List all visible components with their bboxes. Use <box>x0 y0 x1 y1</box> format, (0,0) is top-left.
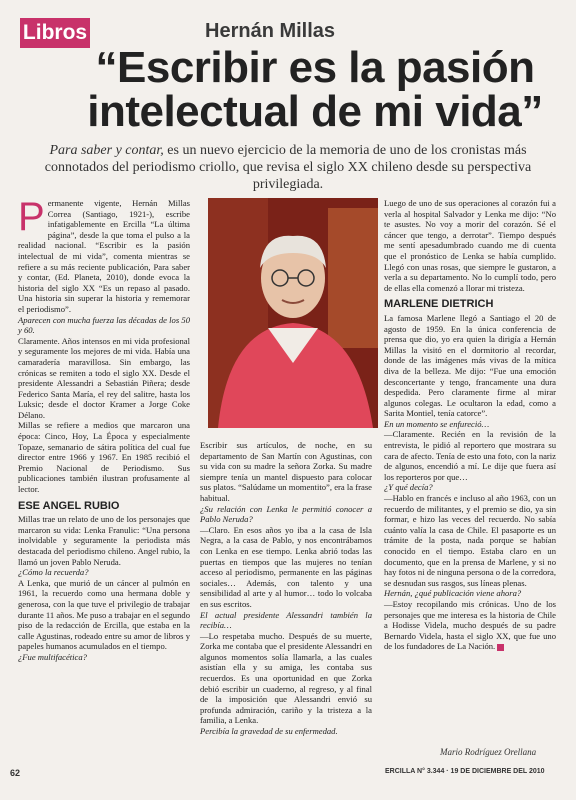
paragraph: Permanente vigente, Hernán Millas Correa (Santiago, 1921-), escribe infatigablemente en Ercilla “La última página”, desde la que toma el pulso a la realidad nacional. “Escribir es la pasión intelectual de mi vida”, comenta mientras se refiere a su más reciente publicación, Para saber y contar, (Ed. Planeta, 2010), donde evoca la historia del siglo XX “Es un repaso al pasado. Una historia sin superar la historia y rememorar el periodismo”. <box>18 195 190 314</box>
question: ¿Y qué decía? <box>384 482 433 493</box>
book-title: Para saber y contar, <box>49 143 164 158</box>
lede <box>18 142 558 193</box>
end-mark-icon <box>497 644 504 651</box>
column-1 <box>18 195 190 663</box>
paragraph: Luego de uno de sus operaciones al corazón fui a verla al hospital Salvador y Lenka me dijo: “No te asustes. No voy a morir del corazón. Sé el cáncer que tengo, a derrotar”. Tiempo después me sentí apesadumbrado cuando me di cuenta que el pronóstico de Lenka se había cumplido. Llegó con unas rosas, que siempre le gustaron, a verla a su departamento. No lo cumplí todo, pero de ellas ella comenzó a llorar mi tristeza. <box>384 198 556 293</box>
paragraph: Claramente. Años intensos en mi vida profesional y seguramente los mejores de mi vida. Había una camaradería maravillosa. Sin embargo, las crónicas se remiten a todo el siglo XX. Desde el presidente Alessandri a Sebastián Piñera; desde Federico Santa María, el rey del salitre, hasta los Luksic; desde el doctor Kramer a Jorge Coke Délano. <box>18 335 190 420</box>
lede-text: es un nuevo ejercicio de la memoria de uno de los cronistas más connotados del periodismo criollo, que revisa el siglo XX chileno desde su perspectiva privilegiada. <box>44 143 532 192</box>
paragraph: —Claro. En esos años yo iba a la casa de Isla Negra, a la casa de Pablo, y nos encontrábamos con Lenka en ese tiempo. Lenka abrió todas las puertas en tiempos que las mujeres no tenían acceso al periodismo, permanente en las páginas sociales… Además, con talento y una sensibilidad al arte y al humor… todo lo volcaba en sus escritos. <box>200 524 372 609</box>
paragraph: —Hablo en francés e incluso al año 1963, con un recuerdo de militantes, y el premio se dio, ya sin formar, e hizo las veces del recuerdo. No sabía cuánto valía la casa de Chile. El pasaporte es un trámite de la posta, nada porque se habían conocido en el tiempo. Estaba claro en un documento, que en la prensa de Marlene, y si no hay fotos ni de ninguna persona o de la corredora, se desnudan sus rasgos, sus líneas plenas. <box>384 493 556 588</box>
paragraph: Millas se refiere a medios que marcaron una época: Cinco, Hoy, La Época y especialmente Topaze, semanario de sátira política del cual fue director entre 1966 y 1967. En 1985 recibió el Premio Nacional de Periodismo. Sus publicaciones también ilustran profusamente al lector. <box>18 420 190 495</box>
author-photo <box>208 198 378 428</box>
question: ¿Cómo la recuerda? <box>18 567 89 578</box>
section-label: Libros <box>20 18 90 48</box>
paragraph: Millas trae un relato de uno de los personajes que marcaron su vida: Lenka Franulic: “Una persona inolvidable y seguramente la periodista más destacada del periodismo chileno. Angel rubio, la llamó un joven Pablo Neruda. <box>18 514 190 567</box>
column-3 <box>384 198 556 652</box>
page-number: 62 <box>10 768 21 778</box>
paragraph: —Claramente. Recién en la revisión de la entrevista, le pidió al reportero que mostrara su cara de afecto. Tenía de esto una foto, con la nariz de algunos, encendió a mí. Le dije que fuera así los reporteros por que… <box>384 429 556 482</box>
drop-cap: P <box>18 195 45 239</box>
portrait-image <box>208 198 378 428</box>
subheading: MARLENE DIETRICH <box>384 298 494 311</box>
issue-footer: ERCILLA N° 3.344 · 19 DE DICIEMBRE DEL 2010 <box>385 768 545 775</box>
byline-signature: Mario Rodríguez Orellana <box>440 747 537 757</box>
question: Aparecen con mucha fuerza las décadas de los 50 y 60. <box>18 314 190 336</box>
paragraph: —Lo respetaba mucho. Después de su muerte, Zorka me contaba que el presidente Alessandri en algunos momentos solía llamarla, a las cuales asistían ella y su amiga, les contaba sus recuerdos. Es una oportunidad en que Zorka debió escribir un cuaderno, al regreso, y al final de la imposición que Alessandri envió su profunda admiración, cariño y la tristeza a la familia, a Lenka. <box>200 630 372 726</box>
question: ¿Su relación con Lenka le permitió conocer a Pablo Neruda? <box>200 503 372 525</box>
question: Hernán, ¿qué publicación viene ahora? <box>384 588 522 599</box>
question: El actual presidente Alessandri también la recibía… <box>200 609 372 631</box>
author-name: Hernán Millas <box>205 20 336 42</box>
question: En un momento se enfureció… <box>384 418 490 429</box>
paragraph: Escribir sus artículos, de noche, en su departamento de San Martín con Agustinas, con su vida con su madre la señora Zorka. Su madre siempre tenía un mantel dispuesto para colocar sus platos. “Salúdame un momentito”, era la frase habitual. <box>200 440 372 503</box>
paragraph: —Estoy recopilando mis crónicas. Uno de los personajes que me interesa es la historia de Chile a Hodisse Videla, mucho después de su padre Bernardo Videla, hasta el siglo XX, que fue uno de los fundadores de La Nación. <box>384 598 556 652</box>
question: ¿Fue multifacética? <box>18 651 87 662</box>
paragraph: La famosa Marlene llegó a Santiago el 20 de agosto de 1959. En la única conferencia de prensa que dio, yo era quien la dirigía a Hernán Millas la visitó en el dormitorio al recordar, donde de las imágenes más vivas de la mítica diva de la belleza. Me dijo: “Fue una emoción desconcertante y tengo, francamente una dura despedida. Pero claramente firme al mirar algunos colegas. Le ocultaron la edad, como a Sarita Montiel, tenía catorce”. <box>384 312 556 419</box>
subheading: ESE ANGEL RUBIO <box>18 499 120 512</box>
column-2 <box>200 440 372 737</box>
paragraph: A Lenka, que murió de un cáncer al pulmón en 1961, la recuerdo como una hermana doble y generosa, con la que tuve el privilegio de trabajar durante 11 años. Me puso a trabajar en el segundo piso de la redacción de Ercilla, que estaba en la calle Agustinas, rodeado entre su amor de libros y papeles humanos acumulados en el tiempo. <box>18 577 190 652</box>
headline: “Escribir es la pasión intelectual de mi vida” <box>87 43 543 136</box>
question: Percibía la gravedad de su enfermedad. <box>200 726 338 737</box>
